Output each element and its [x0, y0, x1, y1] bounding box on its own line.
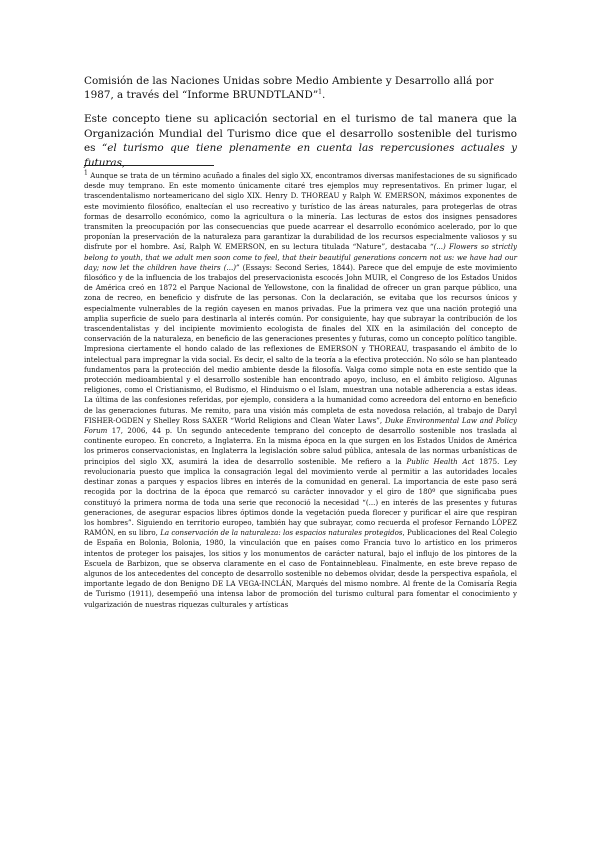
footnote-marker[interactable]: 1 — [318, 88, 322, 96]
footnote-text-5: , Publicaciones del Real Colegio de España en Bolonia, Bolonia, 1980, la vinculación que en países como Francia tuvo lo artístico en los primeros intentos de proteger los paisajes, los sitios y los monumentos de carácter natural, bajo el influjo de los pintores de la Escuela de Barbizon, que se observa claramente en el caso de Fontainnebleau. Finalmente, en este breve repaso de algunos de los antecedentes del concepto de desarrollo sostenible no debemos olvidar, desde la perspectiva española, el importante legado de don Benigno DE LA VEGA-INCLÁN, Marqués del mismo nombre. Al frente de la Comisaría Regia de Turismo (1911), desempeñó una intensa labor de promoción del turismo cultural para fomentar el conocimiento y vulgarización de nuestras riquezas culturales y artísticas — [84, 528, 517, 609]
journal-title: Duke Environmental Law and Policy Forum — [84, 415, 517, 436]
body-quote: “el turismo que tiene plenamente en cuenta las repercusiones actuales y futuras, — [84, 142, 517, 169]
emerson-quote: “(...) Flowers so strictly belong to youth, that we adult men soon come to feel, that their beautiful generations concern not us: we have had our day; now let the children have theirs (...)” — [84, 242, 518, 272]
heading-end: . — [321, 89, 326, 101]
body-paragraph — [84, 112, 517, 170]
book-title: La conservación de la naturaleza: los espacios naturales protegidos — [160, 528, 403, 538]
section-heading — [84, 74, 524, 102]
footnote-text-1: Aunque se trata de un término acuñado a finales del siglo XX, encontramos diversas manifestaciones de su significado desde muy temprano. En este momento únicamente citaré tres ejemplos muy representativos. En primer lugar, el trascendentalismo norteamericano del siglo XIX. Henry D. THOREAU y Ralph W. EMERSON, máximos exponentes de este movimiento filosófico, enaltecían el uso recreativo y turístico de las áreas naturales, para protegerlas de otras formas de desarrollo económico, como la agricultura o la minería. Las lecturas de estos dos insignes pensadores transmiten la preocupación por las consecuencias que puede acarrear el desarrollo económico acelerado, por lo que proponían la preservación de la naturaleza para garantizar la durabilidad de los recursos especialmente valiosos y su disfrute por el hombre. Así, Ralph W. EMERSON, en su lectura titulada “Nature”, destacaba — [84, 171, 517, 252]
heading-text: Comisión de las Naciones Unidas sobre Medio Ambiente y Desarrollo allá por 1987, a través del “Informe BRUNDTLAND” — [84, 75, 494, 101]
footnote-separator — [84, 165, 214, 166]
footnote-text-3: 17, 2006, 44 p. Un segundo antecedente temprano del concepto de desarrollo sostenible nos traslada al continente europeo. En concreto, a Inglaterra. En la misma época en la que surgen en los Estados Unidos de América los primeros conservacionistas, en Inglaterra la legislación sobre salud pública, antesala de las normas urbanísticas de principios del siglo XX, asumirá la idea de desarrollo sostenible. Me refiero a la — [84, 426, 517, 466]
footnote-text-2: (Essays: Second Series, 1844). Parece que del empuje de este movimiento filosófico y de la influencia de los trabajos del preservacionista escocés John MUIR, el Congreso de los Estados Unidos de América creó en 1872 el Parque Nacional de Yellowstone, con la finalidad de ofrecer un gran parque público, una zona de recreo, en beneficio y disfrute de las personas. Con la declaración, se evitaba que los recursos únicos y especialmente vulnerables de la región cayesen en manos privadas. Fue la primera vez que una nación protegió una amplia superficie de suelo para destinarla al interés común. Por consiguiente, hay que subrayar la contribución de los trascendentalistas y del incipiente movimiento ecologista de finales del XIX en la asimilación del concepto de conservación de la naturaleza, en beneficio de las generaciones presentes y futuras, como un concepto político tangible. Impresiona ciertamente el hondo calado de las reflexiones de EMERSON y THOREAU, traspasando el ámbito de lo intelectual para impregnar la vida social. Es decir, el salto de la teoría a la efectiva protección. No sólo se han planteado fundamentos para la protección del medio ambiente desde la filosofía. Valga como simple nota en este sentido que la protección medioambiental y el desarrollo sostenible han encontrado apoyo, incluso, en el ámbito religioso. Algunas religiones, como el Cristianismo, el Budismo, el Hinduismo o el Islam, muestran una notable adherencia a estas ideas. La última de las confesiones referidas, por ejemplo, considera a la humanidad como acreedora del entorno en beneficio de las generaciones futuras. Me remito, para una visión más completa de esta novedosa relación, al trabajo de Daryl FISHER-OGDEN y Shelley Ross SAXER “World Religions and Clean Water Laws”, — [84, 262, 517, 425]
footnote-number: 1 — [84, 169, 88, 177]
footnote-text-4: 1875. Ley revolucionaria puesto que implica la consagración legal del movimiento verde al permitir a las autoridades locales destinar zonas a parques y espacios libres en interés de la comunidad en general. La importancia de este paso será recogida por la doctrina de la época que remarcó su carácter innovador y el giro de 180º que significaba pues constituyó la primera norma de toda una serie que reconoció la necesidad “(...) en interés de las presentes y futuras generaciones, de asegurar espacios libres óptimos donde la vegetación pueda florecer y purificar el aire que respiran los hombres”. Siguiendo en territorio europeo, también hay que subrayar, como recuerda el profesor Fernando LÓPEZ RAMÓN, en su libro, — [84, 456, 517, 538]
footnote — [84, 171, 517, 610]
body-text: Este concepto tiene su aplicación sectorial en el turismo de tal manera que la Organización Mundial del Turismo dice que el desarrollo sostenible del turismo es — [84, 113, 517, 154]
act-title: Public Health Act — [406, 456, 475, 466]
